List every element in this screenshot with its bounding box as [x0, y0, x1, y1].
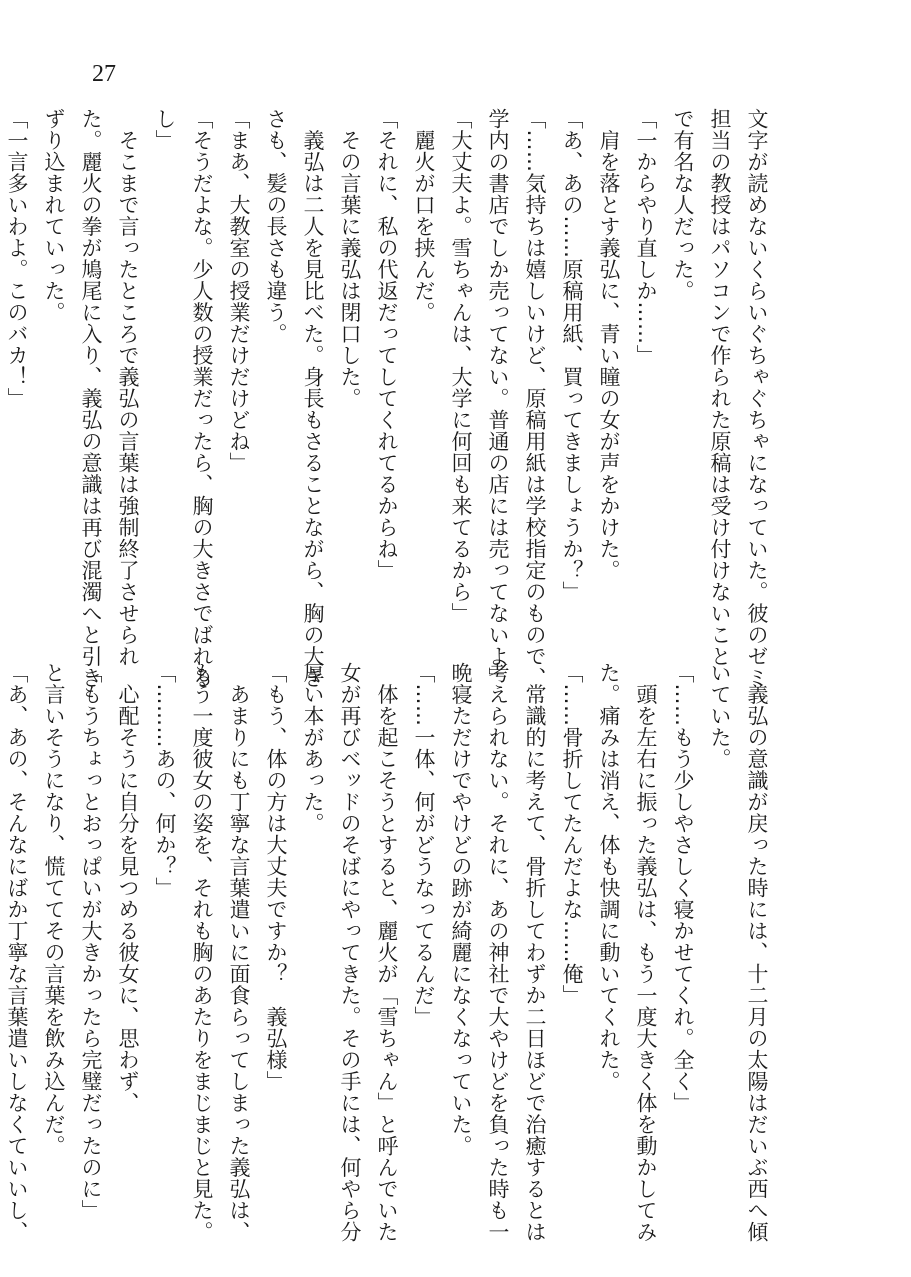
text-line: 「もう、体の方は大丈夫ですか？ 義弘様」	[264, 662, 288, 1092]
text-line: その言葉に義弘は閉口した。	[338, 108, 362, 409]
text-line: 文字が読めないくらいぐちゃぐちゃになっていた。彼のゼミ	[745, 108, 769, 689]
text-line: もう一度彼女の姿を、それも胸のあたりをまじまじと見た。	[190, 662, 214, 1243]
text-line: 心配そうに自分を見つめる彼女に、思わず、	[116, 662, 140, 1114]
text-line: 義弘の意識が戻った時には、十二月の太陽はだいぶ西へ傾	[745, 662, 769, 1243]
page-number: 27	[92, 61, 116, 87]
text-line: 肩を落とす義弘に、青い瞳の女が声をかけた。	[597, 108, 621, 581]
text-line: ずり込まれていった。	[42, 108, 66, 323]
text-line: 「まあ、大教室の授業だけだけどね」	[227, 108, 251, 474]
text-line: 「……骨折してたんだよな……俺」	[560, 662, 584, 1006]
text-line: 「あ、あの、そんなにばか丁寧な言葉遣いしなくていいし、	[5, 662, 29, 1243]
text-line: 頭を左右に振った義弘は、もう一度大きく体を動かしてみ	[634, 662, 658, 1243]
text-line: さも、髪の長さも違う。	[264, 108, 288, 345]
text-line: 体を起こそうとすると、麗火が「雪ちゃん」と呼んでいた	[375, 662, 399, 1243]
text-line: 考えられない。それに、あの神社で大やけどを負った時も一	[486, 662, 510, 1243]
text-line: 「……もう少しやさしく寝かせてくれ。全く」	[671, 662, 695, 1114]
text-line: 学内の書店でしか売ってない。普通の店には売ってないよ」	[486, 108, 510, 689]
text-line: 「……一体、何がどうなってるんだ」	[412, 662, 436, 1028]
text-line: 「………あの、何か？」	[153, 662, 177, 899]
text-line: あまりにも丁寧な言葉遣いに面食らってしまった義弘は、	[227, 662, 251, 1243]
text-line: いていた。	[708, 662, 732, 770]
text-line: 「もうちょっとおっぱいが大きかったら完璧だったのに」	[79, 662, 103, 1221]
text-line: 「それに、私の代返だってしてくれてるからね」	[375, 108, 399, 581]
text-line: 「あ、あの……原稿用紙、買ってきましょうか？」	[560, 108, 584, 603]
text-line: 担当の教授はパソコンで作られた原稿は受け付けないこと	[708, 108, 732, 667]
text-line: 晩寝ただけでやけどの跡が綺麗になくなっていた。	[449, 662, 473, 1157]
text-line: そこまで言ったところで義弘の言葉は強制終了させられ	[116, 108, 140, 667]
text-line: 女が再びベッドのそばにやってきた。その手には、何やら分	[338, 662, 362, 1243]
text-line: で有名な人だった。	[671, 108, 695, 302]
text-line: 麗火が口を挟んだ。	[412, 108, 436, 323]
text-line: た。麗火の拳が鳩尾に入り、義弘の意識は再び混濁へと引き	[79, 108, 103, 689]
text-line: 義弘は二人を見比べた。身長もさることながら、胸の大き	[301, 108, 325, 689]
text-line: 「一言多いわよ。このバカ！」	[5, 108, 29, 409]
text-line: 「大丈夫よ。雪ちゃんは、大学に何回も来てるから」	[449, 108, 473, 624]
text-block-top	[5, 108, 775, 689]
text-line: 「そうだよな。少人数の授業だったら、胸の大きさでばれる	[190, 108, 214, 689]
text-block-bottom	[5, 662, 775, 1243]
text-line: た。痛みは消え、体も快調に動いてくれた。	[597, 662, 621, 1092]
text-line: し」	[153, 108, 177, 151]
text-line: 厚い本があった。	[301, 662, 325, 834]
text-line: 「一からやり直しか……」	[634, 108, 658, 366]
text-line: と言いそうになり、慌ててその言葉を飲み込んだ。	[42, 662, 66, 1157]
text-line: 常識的に考えて、骨折してわずか二日ほどで治癒するとは	[523, 662, 547, 1243]
text-line: 「……気持ちは嬉しいけど、原稿用紙は学校指定のもので、	[523, 108, 547, 689]
